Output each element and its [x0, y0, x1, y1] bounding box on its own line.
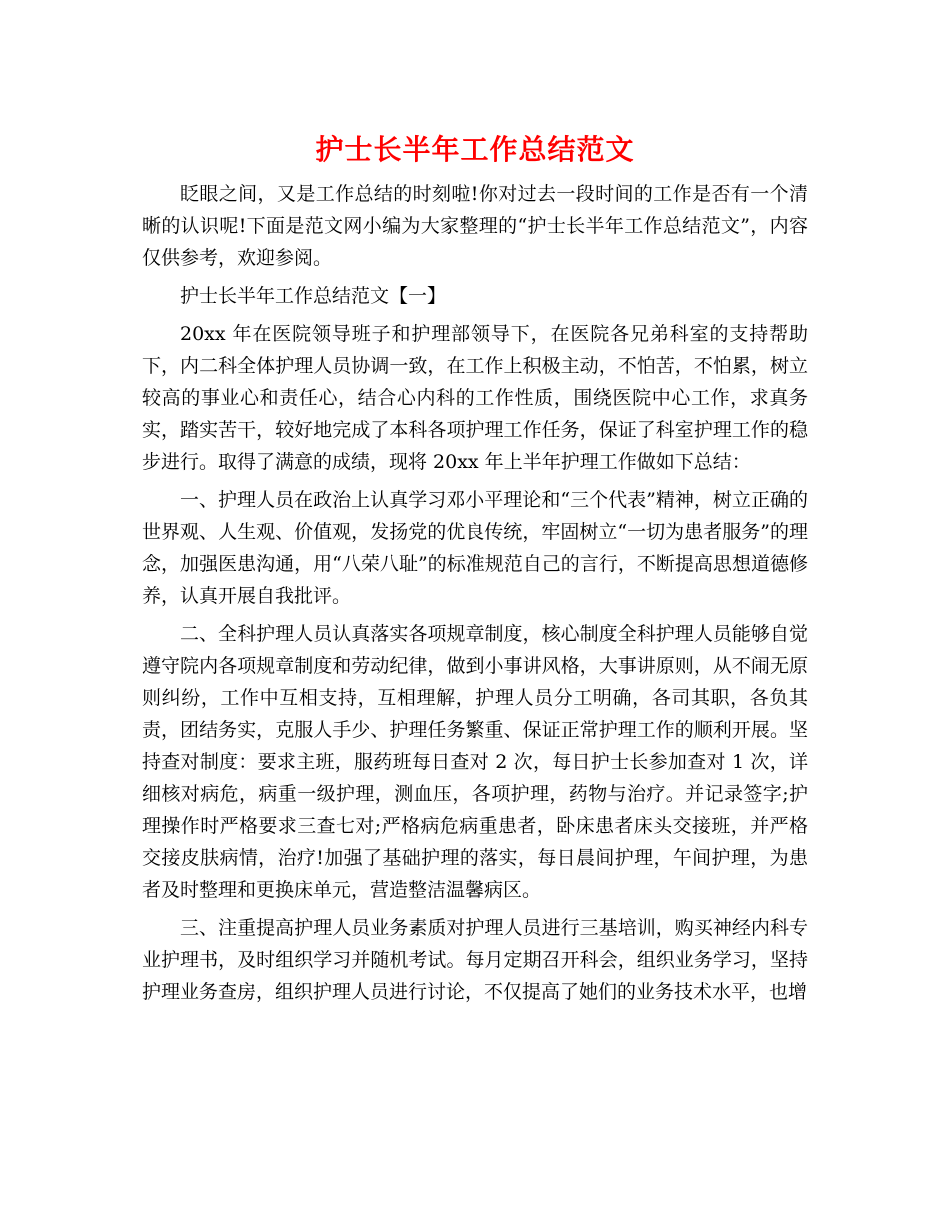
document-title: 护士长半年工作总结范文	[315, 133, 635, 166]
document-body	[142, 178, 808, 1008]
section-heading: 护士长半年工作总结范文【一】	[180, 285, 447, 307]
paragraph-intro: 眨眼之间，又是工作总结的时刻啦!你对过去一段时间的工作是否有一个清晰的认识呢!下面是范文网小编为大家整理的“护士长半年工作总结范文”，内容仅供参考，欢迎参阅。	[142, 183, 808, 269]
paragraph-point-two: 二、全科护理人员认真落实各项规章制度，核心制度全科护理人员能够自觉遵守院内各项规章制度和劳动纪律，做到小事讲风格，大事讲原则，从不闹无原则纠纷，工作中互相支持，互相理解，护理人员分工明确，各司其职，各负其责，团结务实，克服人手少、护理任务繁重、保证正常护理工作的顺利开展。坚持查对制度：要求主班，服药班每日查对 2 次，每日护士长参加查对 1 次，详细核对病危，病重一级护理，测血压，各项护理，药物与治疗。并记录签字;护理操作时严格要求三查七对;严格病危病重患者，卧床患者床头交接班，并严格交接皮肤病情，治疗!加强了基础护理的落实，每日晨间护理，午间护理，为患者及时整理和更换床单元，营造整洁温馨病区。	[142, 623, 808, 901]
paragraph-point-three: 三、注重提高护理人员业务素质对护理人员进行三基培训，购买神经内科专业护理书，及时组织学习并随机考试。每月定期召开科会，组织业务学习，坚持护理业务查房，组织护理人员进行讨论，不仅提高了她们的业务技术水平，也增	[142, 917, 808, 1003]
paragraph-summary: 20xx 年在医院领导班子和护理部领导下，在医院各兄弟科室的支持帮助下，内二科全体护理人员协调一致，在工作上积极主动，不怕苦，不怕累，树立较高的事业心和责任心，结合心内科的工作性质，围绕医院中心工作，求真务实，踏实苦干，较好地完成了本科各项护理工作任务，保证了科室护理工作的稳步进行。取得了满意的成绩，现将 20xx 年上半年护理工作做如下总结：	[142, 323, 808, 473]
paragraph-point-one: 一、护理人员在政治上认真学习邓小平理论和“三个代表”精神，树立正确的世界观、人生观、价值观，发扬党的优良传统，牢固树立“一切为患者服务”的理念，加强医患沟通，用“八荣八耻”的标准规范自己的言行，不断提高思想道德修养，认真开展自我批评。	[142, 489, 808, 607]
